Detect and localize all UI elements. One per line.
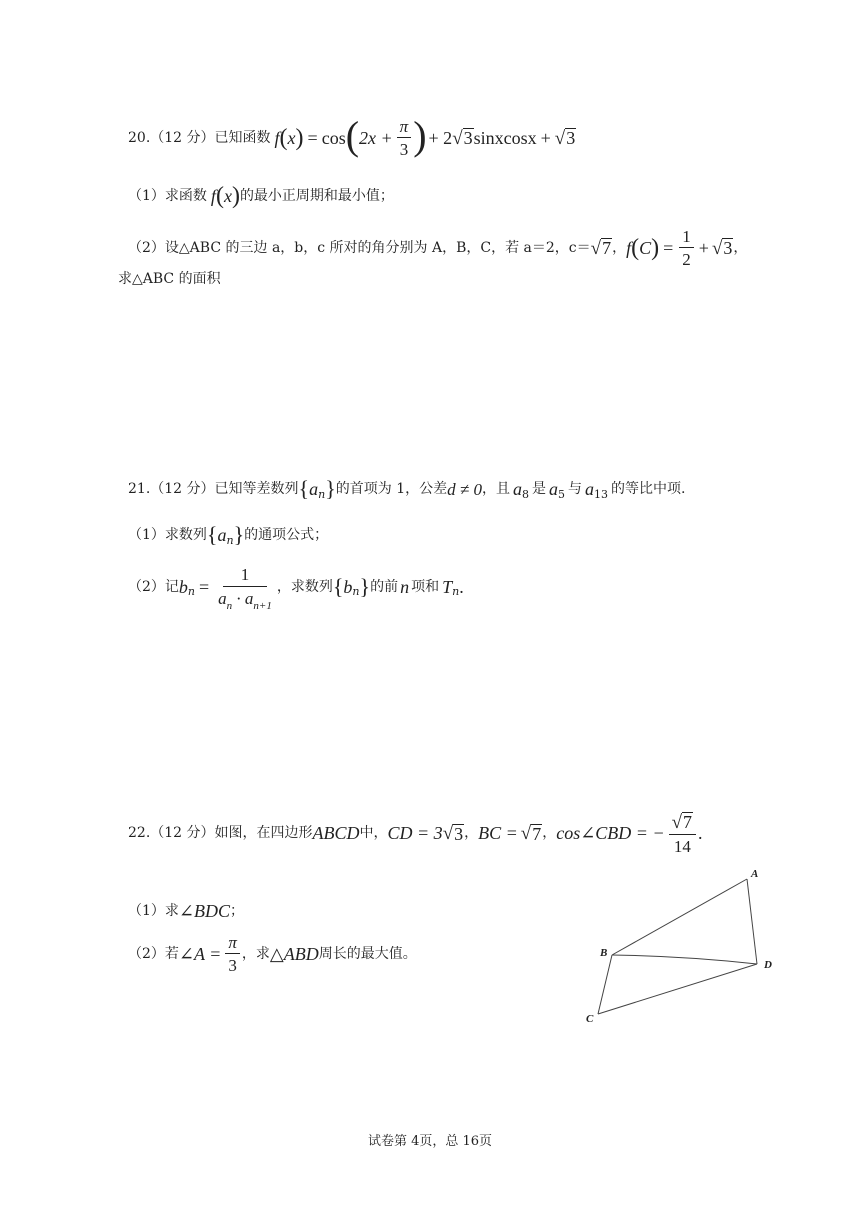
subscript-13: 13 bbox=[593, 487, 608, 501]
q22-part1 bbox=[128, 902, 244, 920]
q21-heading bbox=[128, 478, 685, 500]
q21-head-end: 的等比中项. bbox=[610, 481, 686, 497]
frac-den: 2 bbox=[682, 250, 691, 269]
frac-num: √ 7 bbox=[669, 812, 696, 835]
math-plus2: + 2 bbox=[428, 128, 453, 148]
math-plus: + bbox=[540, 128, 551, 148]
math-a: a bbox=[309, 479, 319, 499]
frac-den: $a_n \cdot a_{n+1}$ bbox=[218, 589, 272, 612]
edge-CD bbox=[598, 964, 757, 1014]
q22-head-text: 22.（12 分）如图，在四边形 bbox=[128, 825, 313, 842]
q20-part2-line2 bbox=[118, 272, 221, 286]
label-A: A bbox=[751, 868, 759, 880]
sqrt-arg: 7 bbox=[532, 823, 542, 844]
subscript-n: n bbox=[352, 585, 360, 598]
math-f: f bbox=[210, 186, 216, 206]
math-a: a bbox=[217, 525, 227, 545]
fraction-pi-over-3 bbox=[397, 118, 412, 158]
text-and: 与 bbox=[567, 481, 582, 497]
q21-p2-mid2: 的前 bbox=[370, 578, 399, 595]
comma: ， bbox=[733, 240, 748, 256]
frac-den: 3 bbox=[228, 956, 237, 975]
q20-part2 bbox=[128, 228, 747, 268]
sqrt-7: √ 7 bbox=[520, 823, 542, 845]
math-eq: = bbox=[199, 576, 210, 597]
edge-BD bbox=[612, 955, 757, 964]
brace: } bbox=[325, 476, 336, 501]
sqrt-3: √ 3 bbox=[452, 127, 473, 149]
brace: { bbox=[206, 522, 218, 547]
q21-p2-mid: ，求数列 bbox=[276, 578, 333, 595]
math-a: a bbox=[584, 479, 594, 499]
sqrt-3: √ 3 bbox=[442, 823, 464, 845]
paren: ) bbox=[295, 125, 304, 151]
brace: } bbox=[359, 573, 371, 599]
paren: ( bbox=[215, 183, 224, 209]
sqrt-arg: 3 bbox=[463, 128, 473, 149]
q20-p1-prefix: （1）求函数 bbox=[128, 188, 207, 204]
text-is: 是 bbox=[531, 481, 546, 497]
comma: ， bbox=[542, 825, 557, 842]
math-b: b bbox=[178, 576, 188, 597]
math-f: f bbox=[626, 238, 632, 258]
comma: ， bbox=[612, 240, 627, 256]
math-eq: = bbox=[663, 238, 674, 258]
label-C: C bbox=[586, 1013, 594, 1025]
paren: ) bbox=[413, 113, 427, 158]
fraction-half bbox=[679, 228, 694, 268]
math-plus: + bbox=[698, 238, 709, 258]
semicolon: ； bbox=[230, 903, 245, 919]
q22-p2-prefix: （2）若 bbox=[128, 946, 179, 962]
math-x: x bbox=[223, 186, 232, 206]
q21-p1-suffix: 的通项公式； bbox=[244, 527, 329, 543]
math-triangle-ABD: △ABD bbox=[269, 944, 319, 964]
paren: ( bbox=[345, 113, 360, 158]
q20-p2-text: （2）设△ABC 的三边 a，b，c 所对的角分别为 A，B，C，若 a＝2，c＝ bbox=[128, 240, 591, 256]
comma: ， bbox=[464, 825, 479, 842]
math-a: a bbox=[244, 589, 254, 608]
math-C: C bbox=[639, 238, 652, 258]
figure-edges bbox=[598, 879, 757, 1014]
math-CD: CD = 3 bbox=[387, 823, 443, 844]
fraction-pi-over-3 bbox=[225, 934, 240, 974]
math-ABCD: ABCD bbox=[312, 823, 360, 844]
math-x: x bbox=[287, 128, 296, 148]
label-D: D bbox=[764, 959, 772, 971]
subscript-n: n bbox=[187, 585, 196, 598]
math-d-ne-0: d ≠ 0 bbox=[447, 479, 482, 499]
math-eq: = bbox=[307, 128, 318, 148]
q21-head-mid: 的首项为 1，公差 bbox=[335, 481, 448, 497]
brace: } bbox=[233, 522, 245, 547]
q20-p1-suffix: 的最小正周期和最小值； bbox=[239, 188, 394, 204]
q22-mid1: 中， bbox=[359, 825, 388, 842]
frac-den: 3 bbox=[399, 140, 409, 159]
math-a: a bbox=[218, 589, 227, 608]
math-angle-A: ∠A = bbox=[178, 944, 222, 964]
q20-heading bbox=[128, 113, 576, 159]
frac-num: π bbox=[225, 934, 240, 954]
paren: ( bbox=[279, 125, 288, 151]
subscript-n: n bbox=[226, 533, 234, 547]
math-f: f bbox=[274, 128, 280, 148]
quadrilateral-figure bbox=[580, 862, 780, 1032]
q22-heading bbox=[128, 812, 703, 855]
subscript-8: 8 bbox=[521, 487, 529, 501]
q21-p2-prefix: （2）记 bbox=[128, 578, 179, 595]
math-n: n bbox=[400, 576, 410, 597]
period: . bbox=[698, 823, 703, 844]
q21-part1 bbox=[128, 524, 328, 546]
q21-p1-prefix: （1）求数列 bbox=[128, 527, 207, 543]
edge-AD bbox=[747, 879, 757, 964]
brace: { bbox=[298, 476, 310, 501]
math-sincos: sinxcosx bbox=[473, 128, 537, 148]
subscript-n: n bbox=[318, 487, 326, 501]
math-T: T bbox=[442, 576, 453, 597]
q21-p2-mid3: 项和 bbox=[411, 578, 440, 595]
paren: ) bbox=[231, 183, 240, 209]
sqrt-arg: 7 bbox=[683, 812, 693, 832]
sqrt-3b: √ 3 bbox=[554, 127, 576, 149]
paren: ( bbox=[631, 235, 640, 261]
q20-head-text: 20.（12 分）已知函数 bbox=[128, 130, 271, 146]
sqrt-arg: 7 bbox=[602, 238, 612, 259]
page-footer: 试卷第 4页，总 16页 bbox=[367, 1134, 493, 1149]
math-BC: BC = bbox=[478, 823, 518, 844]
fraction-sqrt7-over-14 bbox=[669, 812, 696, 855]
sqrt-arg: 3 bbox=[566, 128, 576, 149]
q22-part2 bbox=[128, 934, 417, 974]
sqrt-3: √ 3 bbox=[711, 237, 733, 259]
period: . bbox=[459, 576, 464, 597]
q22-p1-prefix: （1）求 bbox=[128, 903, 179, 919]
fraction-bn bbox=[215, 565, 275, 612]
subscript-n-plus-1: n+1 bbox=[253, 600, 272, 612]
math-2x: 2x + bbox=[359, 128, 393, 148]
math-a: a bbox=[512, 479, 522, 499]
edge-BC bbox=[598, 955, 612, 1014]
frac-num: π bbox=[397, 118, 412, 138]
subscript-5: 5 bbox=[557, 487, 565, 501]
math-angle-BDC: ∠BDC bbox=[178, 901, 231, 921]
q21-part2 bbox=[128, 565, 464, 612]
sqrt-7: √ 7 bbox=[590, 237, 612, 259]
brace: { bbox=[332, 573, 344, 599]
math-cos: cos bbox=[321, 128, 346, 148]
sqrt-arg: 3 bbox=[454, 823, 464, 844]
subscript-n: n bbox=[226, 600, 233, 612]
label-B: B bbox=[600, 947, 608, 959]
q20-part1 bbox=[128, 184, 394, 208]
math-b: b bbox=[343, 576, 353, 597]
q21-head-text: 21.（12 分）已知等差数列 bbox=[128, 481, 299, 497]
q22-p2-mid: ，求 bbox=[241, 946, 270, 962]
math-cosCBD: cos∠CBD = − bbox=[556, 823, 665, 844]
frac-num: 1 bbox=[679, 228, 694, 248]
subscript-n: n bbox=[452, 585, 460, 598]
q22-p2-end: 周长的最大值。 bbox=[318, 946, 417, 962]
math-a: a bbox=[548, 479, 558, 499]
q21-head-mid2: ，且 bbox=[481, 481, 510, 497]
frac-num: 1 bbox=[223, 566, 268, 587]
edge-BA bbox=[612, 879, 747, 955]
q20-p2-line2-text: 求△ABC 的面积 bbox=[118, 271, 221, 287]
frac-den: 14 bbox=[673, 836, 691, 856]
paren: ) bbox=[651, 235, 660, 261]
sqrt-arg: 3 bbox=[723, 238, 733, 259]
